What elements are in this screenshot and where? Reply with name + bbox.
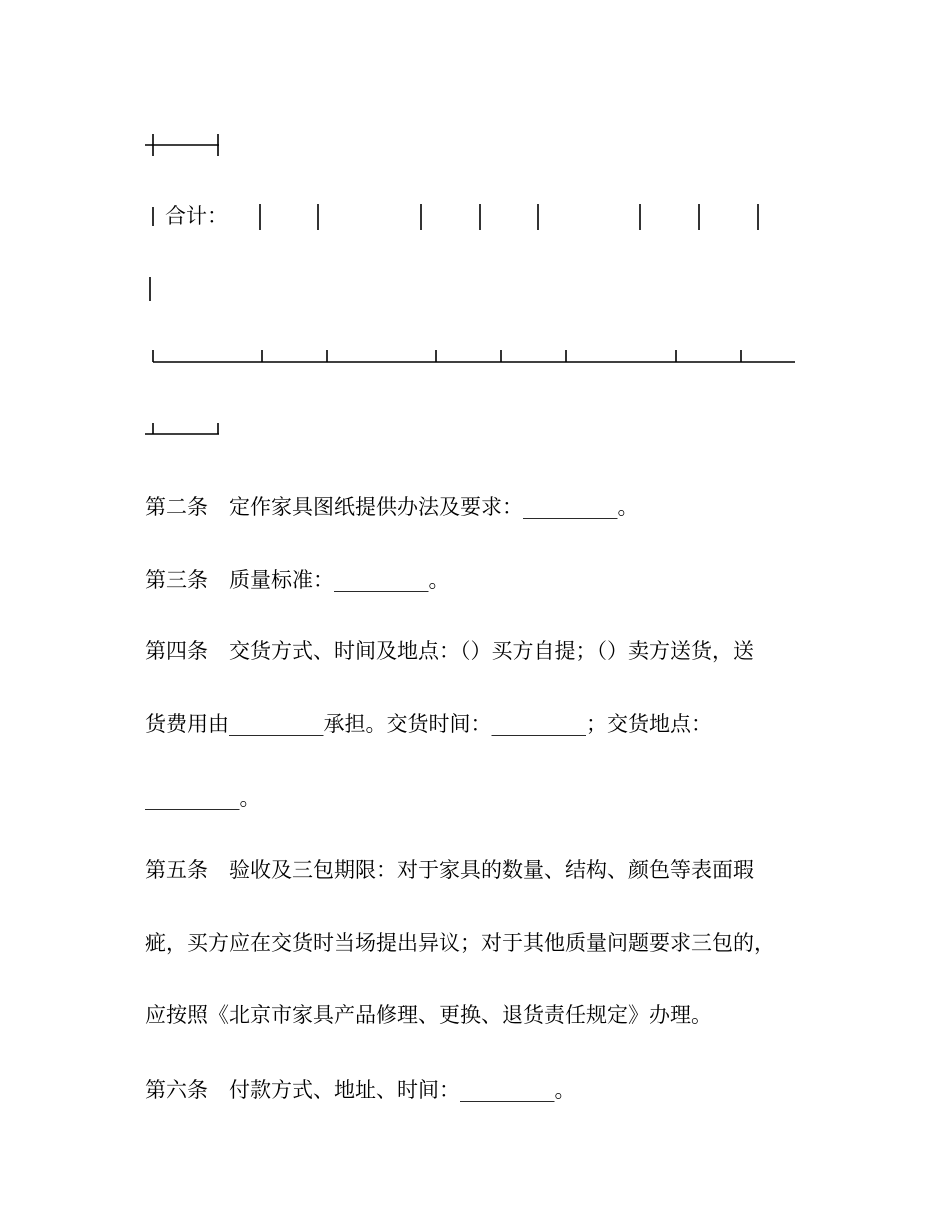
article-3-line: 第三条 质量标准：_________。 [145, 568, 450, 592]
article-5-line-2: 疵，买方应在交货时当场提出异议；对于其他质量问题要求三包的， [145, 931, 775, 955]
table-row-bottom-border [153, 350, 795, 362]
article-4-line-2: 货费用由_________承担。交货时间：_________；交货地点： [145, 712, 712, 736]
article-5-line-3: 应按照《北京市家具产品修理、更换、退货责任规定》办理。 [145, 1003, 712, 1027]
article-4-line-3: _________。 [145, 786, 261, 810]
table-border-lines [0, 0, 950, 460]
table-row-bottom-end [145, 423, 219, 434]
article-4-line-1: 第四条 交货方式、时间及地点：（）买方自提；（）卖方送货，送 [145, 639, 754, 663]
article-5-line-1: 第五条 验收及三包期限：对于家具的数量、结构、颜色等表面瑕 [145, 858, 754, 882]
article-6-line: 第六条 付款方式、地址、时间：_________。 [145, 1078, 576, 1102]
table-row-total [153, 204, 758, 230]
table-row-top-border [145, 134, 219, 156]
total-label: 合计： [165, 204, 228, 228]
table-border-fragment [0, 0, 950, 460]
article-2-line: 第二条 定作家具图纸提供办法及要求：_________。 [145, 495, 639, 519]
